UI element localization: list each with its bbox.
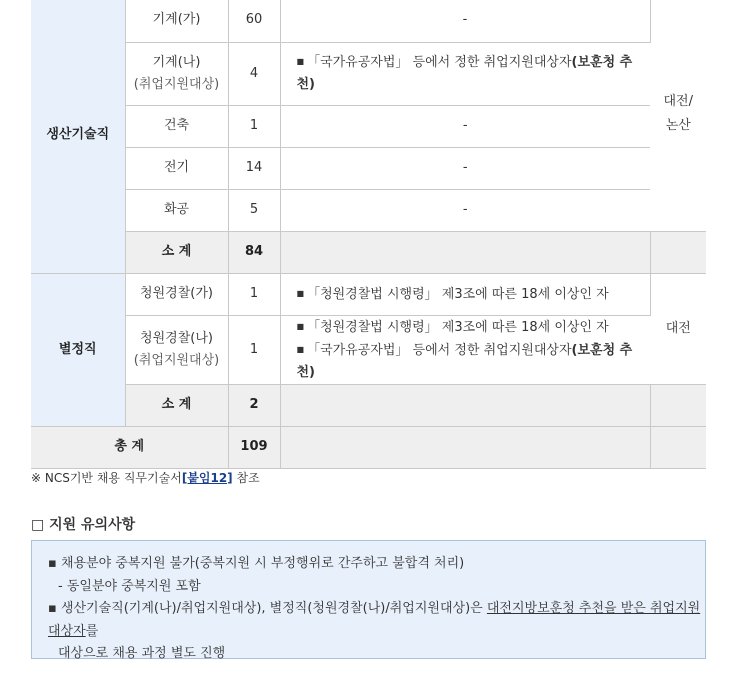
notice-underlined: 대전지방보훈청 추천을 받은 취업지원대상자 <box>48 601 701 639</box>
notice-box <box>31 540 706 659</box>
total-empty <box>280 426 650 468</box>
subtotal-value: 2 <box>228 384 280 426</box>
ncs-note <box>31 469 260 486</box>
condition-cell: - <box>280 147 650 189</box>
subtotal-empty <box>650 231 706 273</box>
subtotal-row <box>31 384 706 426</box>
table-row <box>31 0 706 42</box>
count-cell: 1 <box>228 273 280 315</box>
total-value: 109 <box>228 426 280 468</box>
table-row <box>31 42 706 105</box>
condition-text: 「청원경찰법 시행령」 제3조에 따른 18세 이상인 자 <box>307 286 609 302</box>
notice-continuation: 대상으로 채용 과정 별도 진행 <box>58 646 226 661</box>
region-text: 대전/ 논산 <box>663 94 693 134</box>
condition-text: 「국가유공자법」 등에서 정한 취업지원대상자 <box>307 342 572 358</box>
group-production: 생산기술직 <box>31 0 125 273</box>
field-cell: 건축 <box>125 105 228 147</box>
table-row <box>31 147 706 189</box>
count-cell: 60 <box>228 0 280 42</box>
bullet-icon: ■ <box>296 57 305 66</box>
notice-list <box>32 541 705 666</box>
subtotal-empty <box>280 384 650 426</box>
section-title: □ 지원 유의사항 <box>31 517 136 533</box>
field-cell: 청원경찰(가) <box>125 273 228 315</box>
count-cell: 5 <box>228 189 280 231</box>
field-cell: 화공 <box>125 189 228 231</box>
field-cell <box>125 42 228 105</box>
note-suffix: 참조 <box>232 471 260 485</box>
field-cell: 전기 <box>125 147 228 189</box>
notice-item <box>48 598 705 643</box>
subtotal-empty <box>650 384 706 426</box>
recruitment-table <box>31 0 706 469</box>
condition-cell: - <box>280 189 650 231</box>
field-cell <box>125 315 228 384</box>
field-subname: (취업지원대상) <box>133 352 220 368</box>
field-name: 청원경찰(나) <box>140 330 213 346</box>
notice-subitem: - 동일분야 중복지원 포함 <box>58 578 201 594</box>
notice-text: 를 <box>85 623 99 639</box>
region-production <box>650 0 706 231</box>
bullet-icon: ■ <box>296 288 305 298</box>
condition-text: 「청원경찰법 시행령」 제3조에 따른 18세 이상인 자 <box>307 319 609 335</box>
table-row <box>31 189 706 231</box>
condition-bold: (보훈청 추천) <box>296 55 633 92</box>
region-special: 대전 <box>650 273 706 384</box>
bullet-icon: ■ <box>296 344 305 354</box>
bullet-icon: ■ <box>296 321 305 331</box>
condition-cell <box>280 42 650 105</box>
total-row <box>31 426 706 468</box>
notice-text: ▪ 생산기술직(기계(나)/취업지원대상), 별정직(청원경찰(나)/취업지원대상)은 <box>48 601 487 616</box>
count-cell: 1 <box>228 105 280 147</box>
total-empty <box>650 426 706 468</box>
attachment-link[interactable]: [붙임12] <box>181 471 233 485</box>
subtotal-empty <box>280 231 650 273</box>
field-subname: (취업지원대상) <box>133 76 220 92</box>
field-name: 기계(나) <box>152 54 201 70</box>
notice-item: ▪ 채용분야 중복지원 불가(중복지원 시 부정행위로 간주하고 불합격 처리) <box>48 556 465 571</box>
condition-bold: (보훈청 추천) <box>296 342 633 380</box>
subtotal-row <box>31 231 706 273</box>
subtotal-value: 84 <box>228 231 280 273</box>
table-row <box>31 315 706 384</box>
condition-cell <box>280 315 650 384</box>
table-row <box>31 105 706 147</box>
count-cell: 14 <box>228 147 280 189</box>
condition-cell: - <box>280 0 650 42</box>
count-cell: 1 <box>228 315 280 384</box>
subtotal-label: 소 계 <box>125 231 228 273</box>
field-cell: 기계(가) <box>125 0 228 42</box>
condition-cell: - <box>280 105 650 147</box>
condition-text: 「국가유공자법」 등에서 정한 취업지원대상자 <box>307 55 572 70</box>
group-special: 별정직 <box>31 273 125 426</box>
count-cell: 4 <box>228 42 280 105</box>
note-prefix: ※ NCS기반 채용 직무기술서 <box>31 471 182 485</box>
total-label: 총 계 <box>31 426 228 468</box>
condition-cell <box>280 273 650 315</box>
subtotal-label: 소 계 <box>125 384 228 426</box>
table-row <box>31 273 706 315</box>
